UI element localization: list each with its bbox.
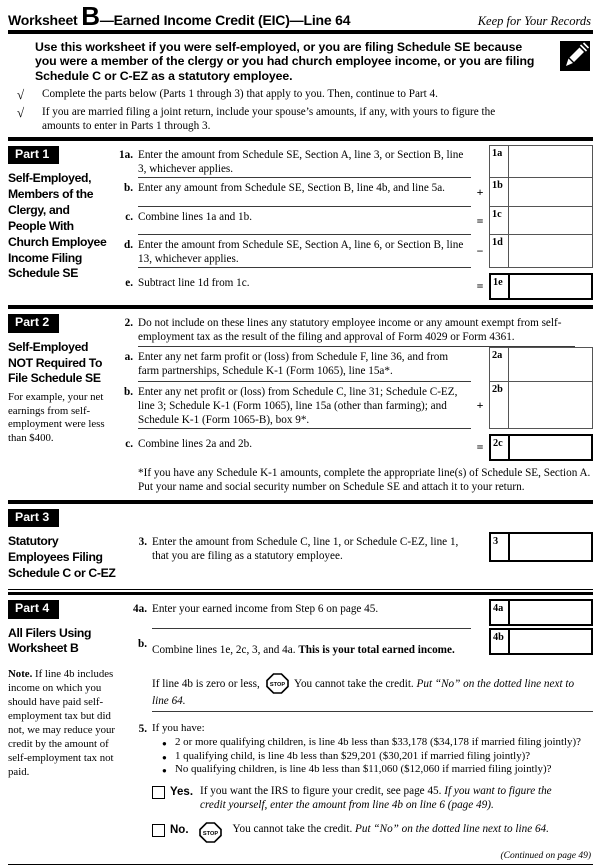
yes-option-text [200,784,570,812]
part1-badge: Part 1 [8,146,59,164]
item5-bullet [152,763,593,777]
intro-bullet-1 [17,87,593,103]
line-text: Enter the amount from Schedule SE, Section A, line 3, or Section B, line 3, whichever applies. [138,145,471,178]
amount-box-2a [489,347,593,382]
no-text-italic: Put “No” on the dotted line next to line 64. [355,823,549,836]
item5-bullet-text: 2 or more qualifying children, is line 4b less than $33,178 ($34,178 if married filing jointly)? [175,735,581,748]
form-title [8,3,350,30]
part4-heading: All Filers Using Worksheet B [8,625,92,656]
stop-icon-label: STOP [202,831,218,838]
line-text: Enter the amount from Schedule SE, Section A, line 6, or Section B, line 13, whichever applies. [138,235,471,268]
yes-label: Yes. [170,786,194,799]
part4-note [8,667,122,779]
item5-bullet-text: 1 qualifying child, is line 4b less than $29,201 ($30,201 if married filing jointly)? [175,749,531,762]
pencil-icon [560,41,590,87]
amount-input-1d[interactable] [509,235,592,267]
item5-lead: If you have: [152,722,205,735]
part2-heading: Self-Employed NOT Required To File Schedule SE [8,339,103,386]
line-row-3 [126,532,593,564]
stop-line-text [152,670,593,712]
line-text: Subtract line 1d from 1c. [138,277,250,290]
amount-box-1c [489,207,593,235]
box-label: 1c [490,207,509,234]
amount-box-2c [489,434,593,461]
item5-bullet-text: No qualifying children, is line 4b less than $11,060 ($12,060 if married filing jointly)? [175,763,552,776]
line-text: Enter any net profit or (loss) from Schedule C, line 31; Schedule C-EZ, line 3; Schedule K-1 (Form 1065), line 15a (other than farming); and Schedule K-1 (Form 1065-B), box 9*. [138,382,471,429]
intro-bullet-text: If you are married filing a joint return, include your spouse’s amounts, if any, with yours to figure the amounts to enter in Parts 1 through 3. [42,105,496,132]
bullet-icon: ● [162,752,167,762]
line-row-1c [112,207,593,235]
line-row-2c [112,434,593,461]
line-text [152,634,471,664]
amount-input-1a[interactable] [509,146,592,177]
line-number: 4a. [133,603,147,616]
amount-input-1c[interactable] [509,207,592,234]
intro-lead-text: Use this worksheet if you were self-employed, or you are filing Schedule SE because you were a member of the clergy or you had church employee income, or you are filing Schedule C or C-EZ as a statutory employee. [35,39,535,83]
line-number: d. [123,239,133,252]
part3-section [8,504,593,589]
line-text: Do not include on these lines any statutory employee income or any amount exempt from self-employment tax as the result of the filing and approval of Form 4029 or Form 4361. [138,313,575,346]
line-number: 5. [138,723,147,736]
equals-operator: = [476,439,484,454]
yes-checkbox[interactable] [152,786,165,799]
amount-box-4b [489,628,593,655]
line-number: b. [123,385,133,398]
line-row-1e [112,273,593,300]
title-rest: —Earned Income Credit (EIC)—Line 64 [99,12,351,28]
box-label: 4b [491,630,510,653]
line-text: Enter your earned income from Step 6 on page 45. [152,599,471,629]
no-option-text [233,822,593,843]
amount-box-4a [489,599,593,626]
continued-note: (Continued on page 49) [500,851,591,862]
part2-badge: Part 2 [8,314,59,332]
amount-input-2b[interactable] [509,382,592,428]
line-row-4a [126,599,593,629]
stop-icon [265,673,290,694]
stop-line-4b [126,670,593,712]
line-row-4b [126,634,593,664]
line-text: Enter the amount from Schedule C, line 1, or Schedule C-EZ, line 1, that you are filing as a statutory employee. [152,535,459,563]
part4-badge: Part 4 [8,600,59,618]
part4-section [8,595,593,850]
box-label: 2c [491,436,510,459]
line-text: Enter any net farm profit or (loss) from Schedule F, line 36, and from farm partnerships, Schedule K-1 (Form 1065), line 15a*. [138,347,471,382]
check-icon: √ [17,87,25,103]
item5-bullet [152,750,593,764]
intro-bullet-2 [17,105,593,133]
stop-line-italic: Put “No” on the dotted line next to line 64. [152,678,575,708]
line-number: a. [124,350,133,363]
amount-input-1e[interactable] [510,275,591,298]
line-number: c. [125,437,133,450]
line-text: Combine lines 1a and 1b. [138,207,471,235]
yes-option-row [152,784,593,812]
box-label: 1e [491,275,510,298]
stop-icon [198,822,223,843]
equals-operator: = [476,279,484,294]
check-icon: √ [17,104,25,120]
yes-text-italic: If you want to figure the credit yourself, enter the amount from line 4b on line 6 (page 49). [200,785,552,812]
line-number: e. [125,277,133,290]
line-row-2 [112,313,593,346]
amount-box-1e [489,273,593,300]
box-label: 1d [490,235,509,267]
line-text: Combine lines 2a and 2b. [138,437,253,450]
plus-operator: + [476,185,484,199]
part1-section [8,141,593,305]
part3-heading: Statutory Employees Filing Schedule C or C-EZ [8,534,116,581]
line-row-1a [112,145,593,178]
amount-input-1b[interactable] [509,178,592,206]
amount-box-3 [489,532,593,562]
amount-input-4b[interactable] [510,630,591,653]
part2-footnote: *If you have any Schedule K-1 amounts, complete the appropriate line(s) of Schedule SE, Section A. Put your name and social security number on Schedule SE and attach it to your return. [138,466,591,494]
box-label: 1a [490,146,509,177]
amount-box-1d [489,235,593,268]
line-row-1d [112,235,593,268]
note-label: Note. [8,668,33,681]
no-checkbox[interactable] [152,824,165,837]
stop-icon-label: STOP [269,681,285,688]
intro-section [8,34,593,137]
part3-badge: Part 3 [8,509,59,527]
line-text-regular: Combine lines 1e, 2c, 3, and 4a. [152,644,296,657]
box-label: 2a [490,348,509,381]
part2-subheading: For example, your net earnings from self-employment were less than $400. [8,391,105,444]
amount-box-2b [489,382,593,429]
line-number: b. [123,182,133,195]
line-number: b. [137,638,147,651]
box-label: 2b [490,382,509,428]
line-number: c. [125,211,133,224]
item5-bullet [152,736,593,750]
line-text-bold: This is your total earned income. [298,644,455,657]
line-number: 3. [138,535,147,548]
note-text: If line 4b includes income on which you should have paid self-employment tax but did not, we may reduce your credit by the amount of self-employment tax not paid. [8,668,116,779]
no-label: No. [170,824,189,837]
title-letter: B [81,1,100,31]
line-row-5 [126,719,593,778]
amount-box-1b [489,178,593,207]
keep-for-records-label: Keep for Your Records [477,14,591,28]
equals-operator: = [476,213,484,228]
line-number: 2. [124,317,133,330]
part1-heading: Self-Employed, Members of the Clergy, and People With Church Employee Income Filing Schedule SE [8,171,107,281]
line-row-1b [112,178,593,207]
intro-bullet-text: Complete the parts below (Parts 1 through 3) that apply to you. Then, continue to Part 4. [42,88,438,101]
stop-line-mid: You cannot take the credit. [294,678,414,691]
bullet-icon: ● [162,766,167,776]
line-row-2a [112,347,593,382]
operator [471,347,489,382]
bullet-icon: ● [162,738,167,748]
amount-input-2a[interactable] [509,348,592,381]
box-label: 3 [491,534,510,560]
box-label: 4a [491,601,510,624]
form-header [8,2,593,30]
line-row-2b [112,382,593,429]
amount-input-3[interactable] [510,534,591,560]
amount-input-2c[interactable] [510,436,591,459]
no-text-regular: You cannot take the credit. [232,823,353,836]
line-number: 1a. [119,148,133,161]
item5-content [152,719,593,778]
plus-operator: + [476,397,484,412]
minus-operator: − [476,244,484,259]
line-text: Enter any amount from Schedule SE, Section B, line 4b, and line 5a. [138,178,471,207]
yes-text-regular: If you want the IRS to figure your credit, see page 45. [200,785,442,798]
stop-line-pre: If line 4b is zero or less, [152,678,260,691]
title-prefix: Worksheet [8,12,78,28]
part2-section [8,309,593,500]
no-option-row [152,822,593,843]
amount-input-4a[interactable] [510,601,591,624]
operator [471,145,489,178]
amount-box-1a [489,145,593,178]
box-label: 1b [490,178,509,206]
